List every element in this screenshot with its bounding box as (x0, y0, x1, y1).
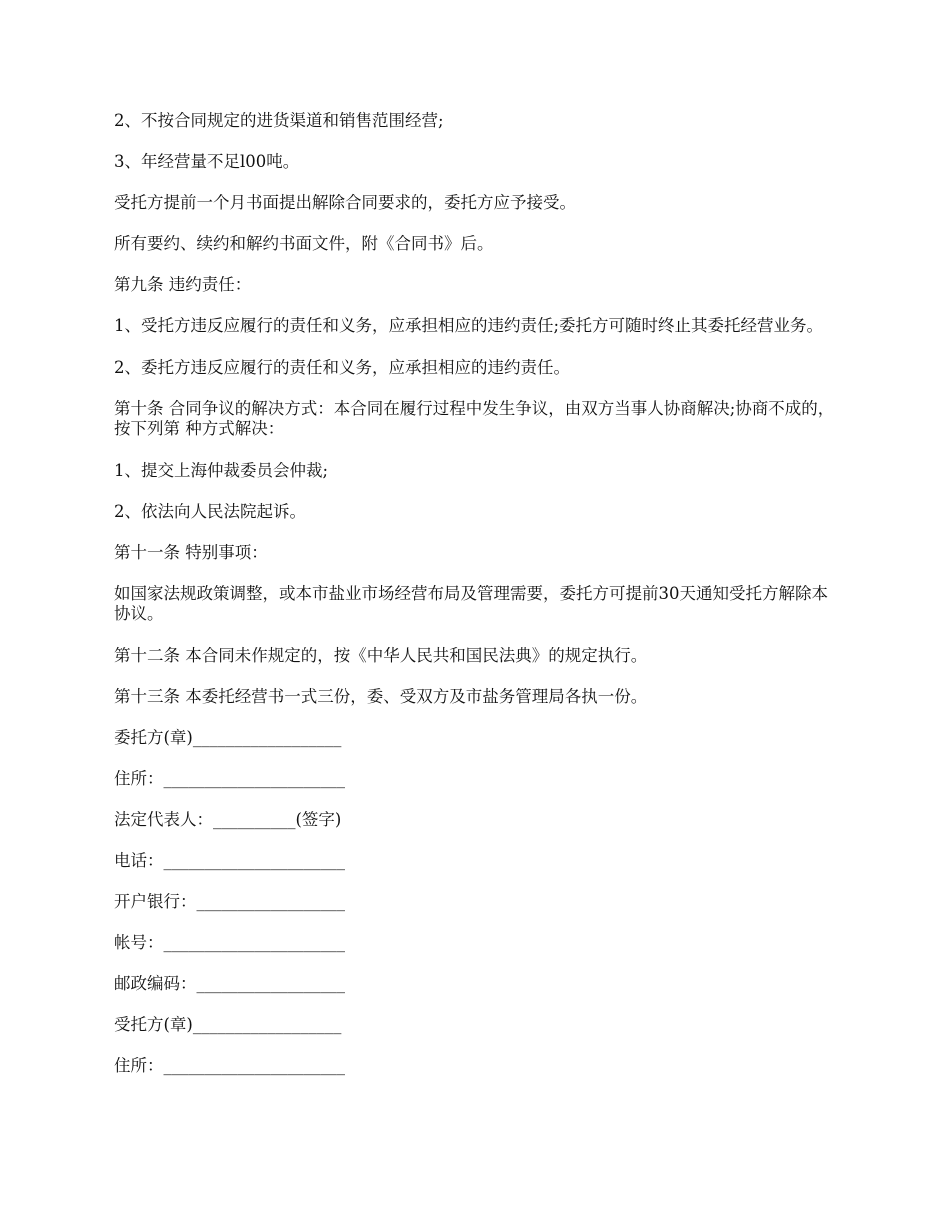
paragraph: 所有要约、续约和解约书面文件，附《合同书》后。 (114, 234, 494, 253)
bank-field: 开户银行：__________________ (114, 892, 345, 911)
account-field: 帐号：______________________ (114, 933, 345, 952)
signature-field-principal: 委托方(章)__________________ (114, 728, 342, 747)
document-body (114, 111, 836, 1097)
legal-representative-field: 法定代表人：__________(签字) (114, 810, 342, 829)
postal-code-field: 邮政编码：__________________ (114, 974, 345, 993)
address-field: 住所：______________________ (114, 1056, 345, 1075)
paragraph: 2、依法向人民法院起诉。 (114, 502, 306, 521)
article-paragraph: 第十二条 本合同未作规定的，按《中华人民共和国民法典》的规定执行。 (114, 646, 648, 665)
article-paragraph: 第十三条 本委托经营书一式三份，委、受双方及市盐务管理局各执一份。 (114, 687, 648, 706)
paragraph: 2、不按合同规定的进货渠道和销售范围经营; (114, 111, 444, 130)
paragraph: 受托方提前一个月书面提出解除合同要求的，委托方应予接受。 (114, 193, 576, 212)
paragraph: 如国家法规政策调整，或本市盐业市场经营布局及管理需要，委托方可提前30天通知受托方解除本协议。 (114, 584, 828, 623)
signature-field-agent: 受托方(章)__________________ (114, 1015, 342, 1034)
article-heading: 第九条 违约责任： (114, 275, 252, 294)
paragraph: 1、提交上海仲裁委员会仲裁; (114, 461, 329, 480)
paragraph: 2、委托方违反应履行的责任和义务，应承担相应的违约责任。 (114, 358, 570, 377)
paragraph: 1、受托方违反应履行的责任和义务，应承担相应的违约责任;委托方可随时终止其委托经营业务。 (114, 316, 824, 335)
paragraph: 3、年经营量不足l00吨。 (114, 152, 300, 171)
article-paragraph: 第十条 合同争议的解决方式：本合同在履行过程中发生争议，由双方当事人协商解决;协商不成的，按下列第 种方式解决： (114, 399, 835, 438)
phone-field: 电话：______________________ (114, 851, 345, 870)
address-field: 住所：______________________ (114, 769, 345, 788)
article-heading: 第十一条 特别事项： (114, 543, 268, 562)
